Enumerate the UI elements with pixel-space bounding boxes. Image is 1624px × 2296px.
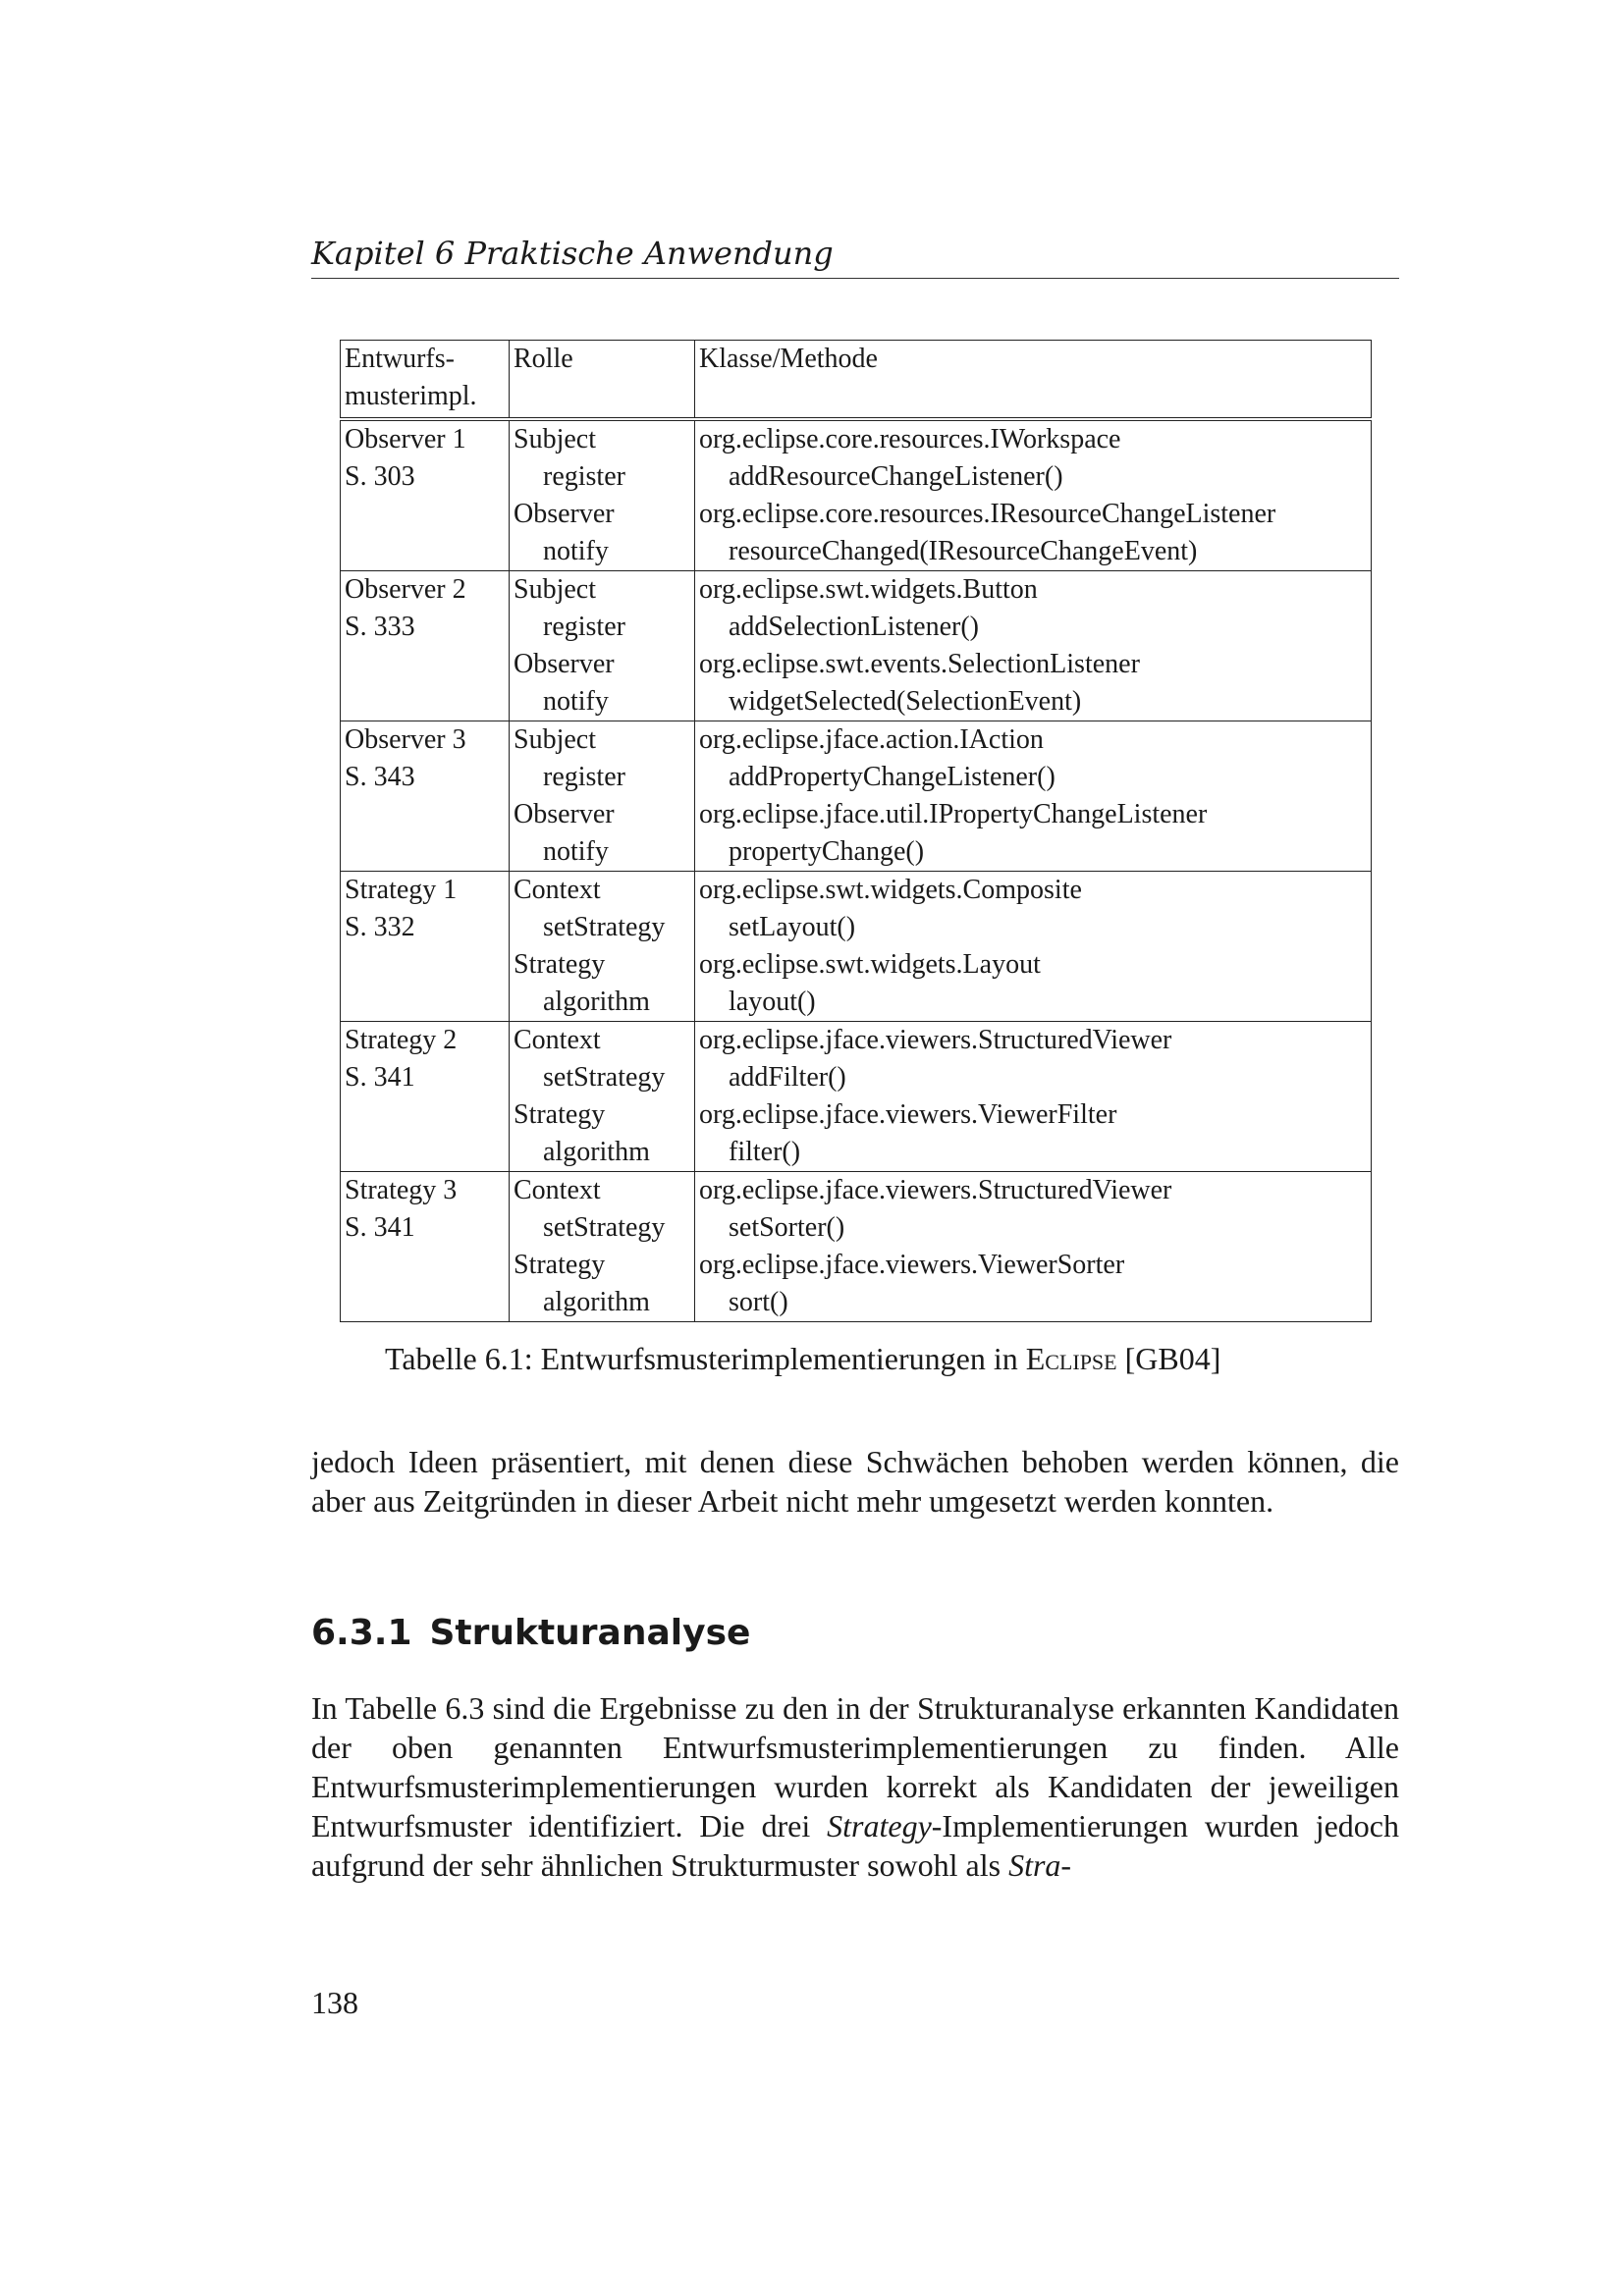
paragraph: jedoch Ideen präsentiert, mit denen diese Schwächen behoben werden können, die aber aus Zeitgründen in dieser Arbeit nicht mehr umgesetzt werden konnten. [311, 1444, 1399, 1519]
impl-cell: Observer 3 S. 343 [341, 721, 510, 872]
paragraph: In Tabelle 6.3 sind die Ergebnisse zu den in der Strukturanalyse erkannten Kandidaten der oben genannten Entwurfsmusterimplementierungen zu finden. Alle Entwurfsmusterimplementierungen wurden korrekt als Kandidaten der jeweiligen Entwurfsmuster identifiziert. Die drei Strategy-Implementierungen wurden jedoch aufgrund der sehr ähnlichen Strukturmuster sowohl als Stra- [311, 1690, 1400, 1883]
role-cell: Context setStrategy Strategy algorithm [510, 872, 695, 1022]
header-impl: Entwurfs- musterimpl. [341, 341, 510, 420]
role-cell: Subject register Observer notify [510, 571, 695, 721]
role-cell: Context setStrategy Strategy algorithm [510, 1172, 695, 1322]
section-heading: 6.3.1 Strukturanalyse [311, 1613, 751, 1653]
class-cell: org.eclipse.jface.action.IAction addPropertyChangeListener() org.eclipse.jface.util.IPropertyChangeListener propertyChange() [695, 721, 1372, 872]
table-row [341, 721, 1372, 872]
impl-cell: Strategy 3 S. 341 [341, 1172, 510, 1322]
table-row [341, 419, 1372, 571]
design-pattern-table [340, 340, 1372, 1322]
table-caption: Tabelle 6.1: Entwurfsmusterimplementierungen in Eclipse [GB04] [385, 1341, 1221, 1376]
page-number: 138 [311, 1985, 358, 2020]
running-header: Kapitel 6 Praktische Anwendung [311, 229, 1399, 279]
table-row [341, 571, 1372, 721]
table-row [341, 1172, 1372, 1322]
class-cell: org.eclipse.jface.viewers.StructuredViewer addFilter() org.eclipse.jface.viewers.ViewerFilter filter() [695, 1022, 1372, 1172]
impl-cell: Observer 1 S. 303 [341, 419, 510, 571]
class-cell: org.eclipse.swt.widgets.Composite setLayout() org.eclipse.swt.widgets.Layout layout() [695, 872, 1372, 1022]
impl-cell: Observer 2 S. 333 [341, 571, 510, 721]
table-row [341, 872, 1372, 1022]
table-row [341, 1022, 1372, 1172]
table-header-row [341, 341, 1372, 420]
impl-cell: Strategy 2 S. 341 [341, 1022, 510, 1172]
impl-cell: Strategy 1 S. 332 [341, 872, 510, 1022]
header-role: Rolle [510, 341, 695, 420]
role-cell: Subject register Observer notify [510, 721, 695, 872]
role-cell: Subject register Observer notify [510, 419, 695, 571]
class-cell: org.eclipse.swt.widgets.Button addSelectionListener() org.eclipse.swt.events.SelectionListener widgetSelected(SelectionEvent) [695, 571, 1372, 721]
header-class: Klasse/Methode [695, 341, 1372, 420]
class-cell: org.eclipse.core.resources.IWorkspace addResourceChangeListener() org.eclipse.core.resources.IResourceChangeListener resourceChanged(IResourceChangeEvent) [695, 419, 1372, 571]
class-cell: org.eclipse.jface.viewers.StructuredViewer setSorter() org.eclipse.jface.viewers.ViewerSorter sort() [695, 1172, 1372, 1322]
role-cell: Context setStrategy Strategy algorithm [510, 1022, 695, 1172]
